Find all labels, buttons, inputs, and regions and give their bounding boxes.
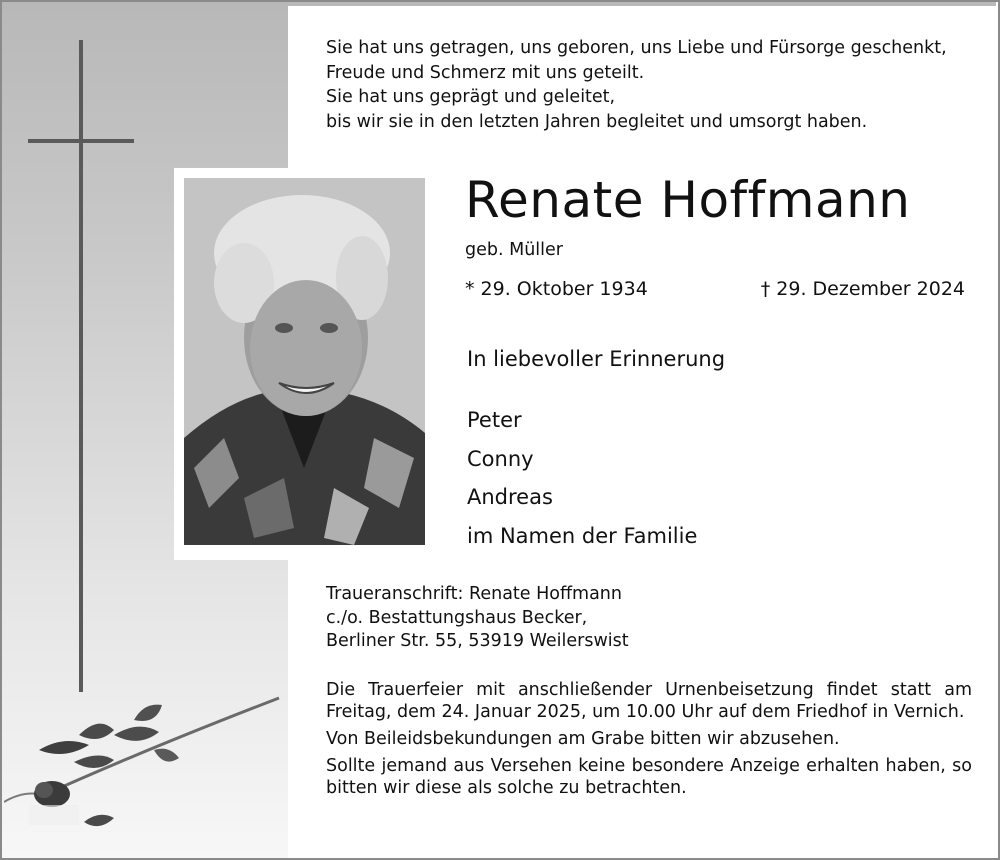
poem (326, 36, 976, 134)
rose-icon (4, 690, 294, 840)
address-line: Berliner Str. 55, 53919 Weilerswist (326, 631, 629, 651)
family-line: im Namen der Familie (467, 524, 698, 548)
poem-line: bis wir sie in den letzten Jahren begleitet und umsorgt haben. (326, 111, 868, 132)
poem-line: Freude und Schmerz mit uns geteilt. (326, 62, 645, 83)
death-date: † 29. Dezember 2024 (760, 278, 965, 300)
portrait-illustration (184, 178, 425, 545)
cross-vertical-bar (79, 40, 83, 692)
funeral-info: Die Trauerfeier mit anschließender Urnenbeisetzung findet statt am Freitag, dem 24. Januar 2025, um 10.00 Uhr auf dem Friedhof in Vernich. (326, 680, 972, 722)
portrait-photo (184, 178, 425, 545)
mourner-name: Peter (467, 408, 522, 432)
deceased-name: Renate Hoffmann (465, 171, 911, 229)
mourning-address (326, 583, 629, 654)
condolences-note: Von Beileidsbekundungen am Grabe bitten wir abzusehen. (326, 729, 840, 749)
mourner-name: Conny (467, 446, 534, 471)
memory-line: In liebevoller Erinnerung (467, 347, 726, 371)
poem-line: Sie hat uns geprägt und geleitet, (326, 87, 616, 107)
notice-note: Sollte jemand aus Versehen keine besondere Anzeige erhalten haben, so bitten wir diese als solche zu betrachten. (326, 756, 972, 798)
mourner-name: Andreas (467, 485, 553, 509)
address-line: Traueranschrift: Renate Hoffmann (326, 584, 622, 604)
mourners-list (467, 401, 553, 517)
poem-line: Sie hat uns getragen, uns geboren, uns Liebe und Fürsorge geschenkt, (326, 38, 947, 58)
birth-date: * 29. Oktober 1934 (465, 278, 648, 300)
address-line: c./o. Bestattungshaus Becker, (326, 607, 588, 628)
rose-illustration (4, 690, 294, 840)
notes (326, 679, 972, 804)
maiden-name: geb. Müller (465, 240, 563, 260)
cross-horizontal-bar (28, 139, 134, 143)
